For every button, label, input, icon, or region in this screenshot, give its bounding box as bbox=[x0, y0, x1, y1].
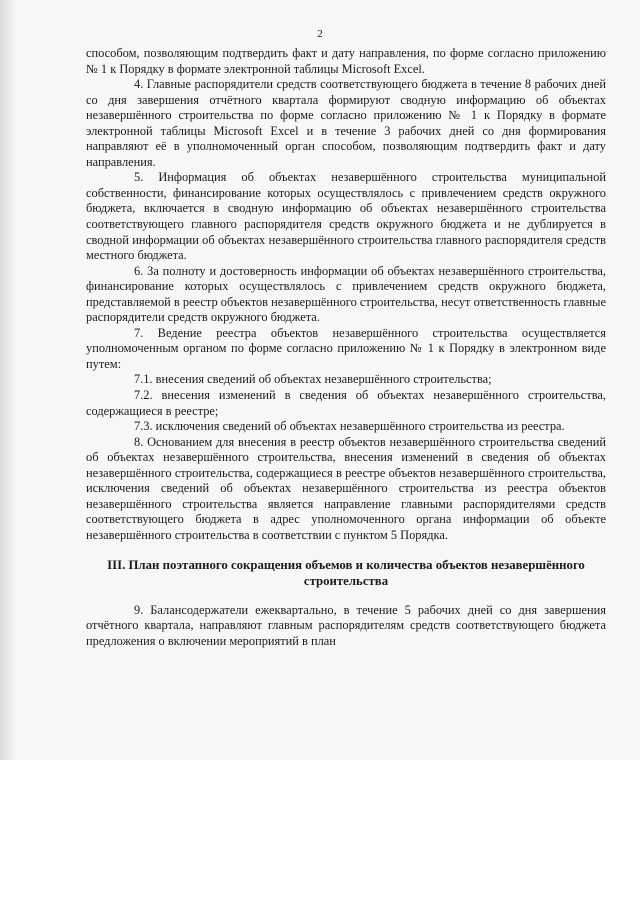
paragraph-continuation: способом, позволяющим подтвердить факт и дату направления, по форме согласно приложению № 1 к Порядку в формате электронной таблицы Microsoft Excel. bbox=[86, 46, 606, 76]
page-number: 2 bbox=[317, 28, 323, 40]
section-heading: III. План поэтапного сокращения объемов и количества объектов незавершённого строительства bbox=[107, 557, 585, 588]
scan-shadow-edge bbox=[0, 0, 16, 760]
paragraph-item-8: 8. Основанием для внесения в реестр объектов незавершённого строительства сведений об объектах незавершённого строительства, внесения изменений в сведения об объектах незавершённого строительства, содержащиеся в реестре объектов незавершённого строительства, исключения сведений об объектах незавершённого строительства из реестра объектов незавершённого строительства является направление главными распорядителями средств соответствующего бюджета в адрес уполномоченного органа информации об объекте незавершённого строительства в соответствии с пунктом 5 Порядка. bbox=[86, 434, 606, 542]
paragraph-item-4: 4. Главные распорядители средств соответствующего бюджета в течение 8 рабочих дней со дня завершения отчётного квартала формируют сводную информацию об объектах незавершённого строительства по форме согласно приложению № 1 к Порядку в формате электронной таблицы Microsoft Excel и в течение 3 рабочих дней со дня формирования направляют её в уполномоченный орган способом, позволяющим подтвердить факт и дату направления. bbox=[86, 77, 606, 169]
paragraph-item-9: 9. Балансодержатели ежеквартально, в течение 5 рабочих дней со дня завершения отчётного квартала, направляют главным распорядителям средств соответствующего бюджета предложения о включении мероприятий в план bbox=[86, 602, 606, 648]
document-body bbox=[86, 46, 606, 649]
paragraph-item-7-3: 7.3. исключения сведений об объектах незавершённого строительства из реестра. bbox=[134, 419, 565, 434]
paragraph-item-7-2: 7.2. внесения изменений в сведения об объектах незавершённого строительства, содержащиеся в реестре; bbox=[86, 388, 606, 418]
paragraph-item-6: 6. За полноту и достоверность информации об объектах незавершённого строительства, финансирование которых осуществлялось с привлечением средств окружного бюджета, представляемой в реестр объектов незавершённого строительства, несут ответственность главные распорядители средств окружного бюджета. bbox=[86, 263, 606, 325]
paragraph-item-7-1: 7.1. внесения сведений об объектах незавершённого строительства; bbox=[134, 372, 492, 387]
paragraph-item-5: 5. Информация об объектах незавершённого строительства муниципальной собственности, финансирование которых осуществлялось с привлечением средств окружного бюджета, включается в сводную информацию об объектах незавершённого строительства соответствующего главного распорядителя средств окружного бюджета и не дублируется в сводной информации об объектах незавершённого строительства главного распорядителя средств местного бюджета. bbox=[86, 170, 606, 263]
paragraph-item-7: 7. Ведение реестра объектов незавершённого строительства осуществляется уполномоченным органом по форме согласно приложению № 1 к Порядку в электронном виде путем: bbox=[86, 325, 606, 371]
